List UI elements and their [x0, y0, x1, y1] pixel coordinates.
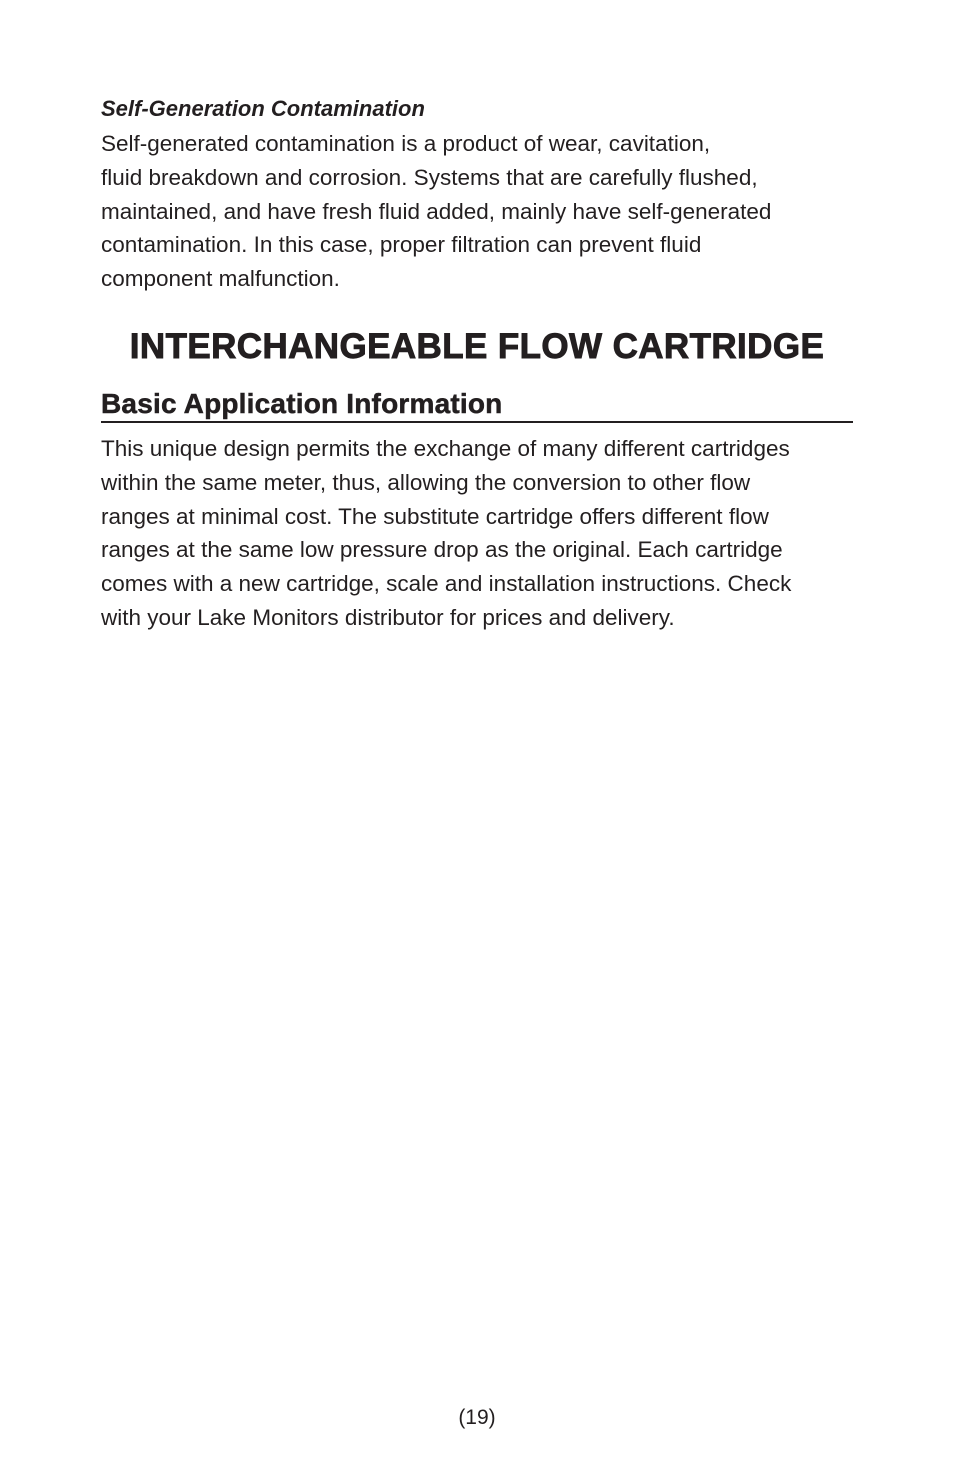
paragraph-line: Self-generated contamination is a product of wear, cavitation,	[101, 131, 711, 156]
paragraph-line: This unique design permits the exchange of many different cartridges	[101, 436, 790, 461]
paragraph-line: with your Lake Monitors distributor for prices and delivery.	[101, 604, 675, 630]
main-heading: INTERCHANGEABLE FLOW CARTRIDGE	[129, 327, 825, 366]
page-number: (19)	[458, 1406, 496, 1429]
basic-application-paragraph	[101, 432, 791, 635]
self-generation-heading: Self-Generation Contamination	[101, 96, 425, 121]
self-generation-paragraph	[101, 127, 771, 296]
paragraph-line: ranges at minimal cost. The substitute cartridge offers different flow	[101, 503, 769, 529]
paragraph-line: comes with a new cartridge, scale and installation instructions. Check	[101, 571, 792, 597]
paragraph-line: within the same meter, thus, allowing the conversion to other flow	[101, 469, 751, 495]
paragraph-line: contamination. In this case, proper filtration can prevent fluid	[101, 232, 702, 258]
paragraph-line: ranges at the same low pressure drop as the original. Each cartridge	[101, 537, 783, 563]
paragraph-line: maintained, and have fresh fluid added, mainly have self-generated	[101, 198, 772, 224]
section-divider	[101, 421, 853, 423]
paragraph-line: component malfunction.	[101, 266, 340, 292]
basic-application-heading: Basic Application Information	[101, 388, 503, 419]
paragraph-line: fluid breakdown and corrosion. Systems that are carefully flushed,	[101, 164, 758, 190]
